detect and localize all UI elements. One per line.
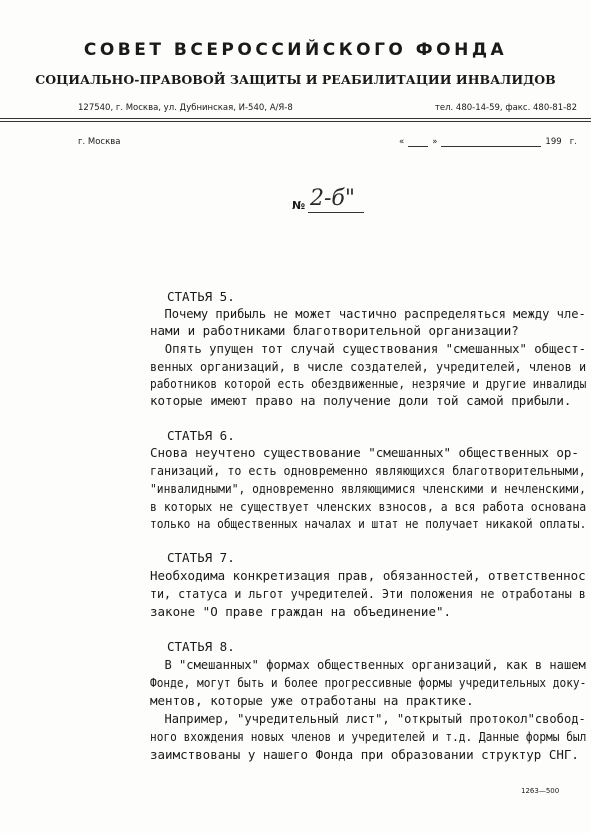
body-line: Необходима конкретизация прав, обязанностей, ответственнос	[150, 568, 586, 583]
body-line: нами и работниками благотворительной организации?	[150, 323, 519, 338]
date-year-suffix: г.	[569, 137, 577, 147]
body-line: работников которой есть обездвиженные, незрячие и другие инвалиды	[150, 376, 587, 391]
body-line: Снова неучтено существование "смешанных" общественных ор-	[150, 445, 579, 460]
print-code: 1263—500	[521, 787, 560, 795]
article-5-heading: СТАТЬЯ 5.	[167, 289, 235, 304]
header-rule-top	[0, 118, 591, 119]
letter-number-underline	[308, 212, 364, 213]
body-line: "инвалидными", одновременно являющимися членскими и нечленскими,	[150, 481, 586, 496]
body-line: В "смешанных" формах общественных организаций, как в нашем	[150, 657, 586, 672]
body-line: венных организаций, в числе создателей, учредителей, членов и	[150, 359, 587, 374]
date-open-quote: «	[399, 137, 405, 147]
date-close-quote: »	[432, 137, 438, 147]
date-day-blank	[408, 137, 428, 147]
letterhead-subtitle: СОЦИАЛЬНО-ПРАВОВОЙ ЗАЩИТЫ И РЕАБИЛИТАЦИИ ИНВАЛИДОВ	[35, 72, 556, 87]
body-line: Опять упущен тот случай существования "смешанных" общест-	[150, 341, 587, 356]
article-6-heading: СТАТЬЯ 6.	[167, 428, 235, 443]
letterhead-phones: тел. 480-14-59, факс. 480-81-82	[434, 103, 577, 113]
body-line: ти, статуса и льгот учредителей. Эти положения не отработаны в	[150, 586, 586, 601]
body-line: законе "О праве граждан на объединение".	[150, 604, 452, 619]
letter-city: г. Москва	[78, 137, 121, 147]
letter-number-handwritten: 2-б"	[310, 186, 355, 211]
letter-date	[399, 137, 579, 147]
article-7-heading: СТАТЬЯ 7.	[167, 550, 235, 565]
letterhead-address: 127540, г. Москва, ул. Дубнинская, И-540, А/Я-8	[78, 103, 293, 113]
article-8-heading: СТАТЬЯ 8.	[167, 639, 235, 654]
header-rule-bottom	[0, 121, 591, 122]
body-line: Фонде, могут быть и более прогрессивные формы учредительных доку-	[150, 675, 587, 690]
date-year: 199	[545, 137, 562, 147]
body-line: ганизаций, то есть одновременно являющихся благотворительными,	[150, 463, 586, 478]
letterhead-title: СОВЕТ ВСЕРОССИЙСКОГО ФОНДА	[83, 40, 508, 60]
body-line: Например, "учредительный лист", "открытый протокол"свобод-	[150, 711, 586, 726]
date-month-blank	[441, 137, 541, 147]
letter-number-label: №	[292, 199, 306, 212]
body-line: ного вхождения новых членов и учредителей и т.д. Данные формы был	[150, 729, 587, 744]
body-line: в которых не существует членских взносов, а вся работа основана	[150, 499, 587, 514]
body-line: только на общественных началах и штат не получает никакой оплаты.	[150, 516, 587, 531]
body-line: заимствованы у нашего Фонда при образовании структур СНГ.	[150, 747, 579, 762]
body-line: которые имеют право на получение доли той самой прибыли.	[150, 393, 572, 408]
body-line: ментов, которые уже отработаны на практике.	[150, 693, 474, 708]
body-line: Почему прибыль не может частично распределяться между чле-	[150, 306, 586, 321]
